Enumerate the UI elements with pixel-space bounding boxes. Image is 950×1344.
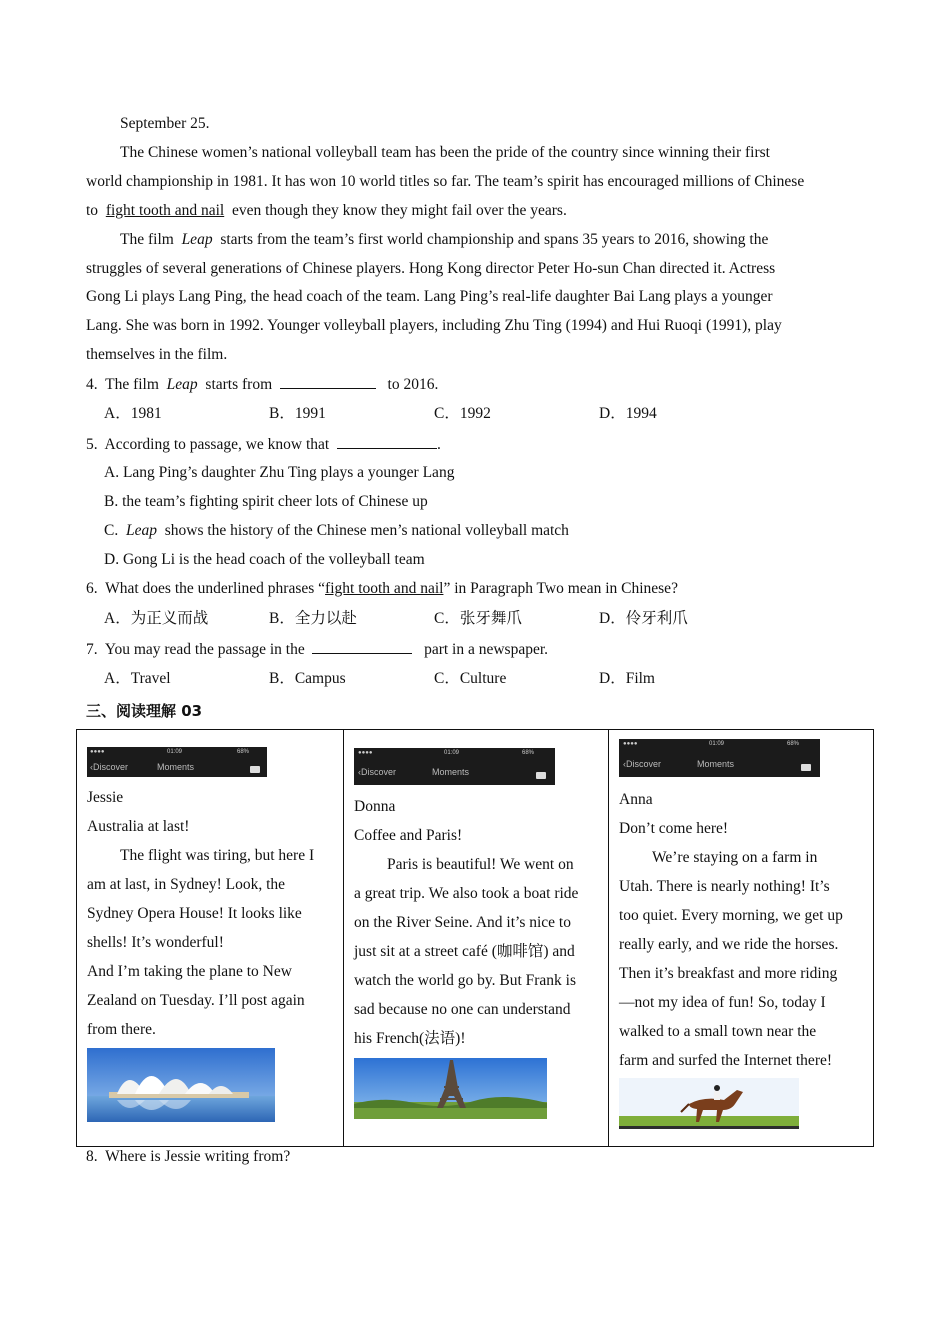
- question-text: to 2016.: [387, 376, 439, 393]
- moments-status-bar: [87, 747, 267, 777]
- post-author: Jessie: [87, 789, 124, 806]
- question-number: 6.: [86, 580, 98, 597]
- post-line: watch the world go by. But Frank is: [354, 972, 576, 989]
- film-title: Leap: [125, 522, 157, 539]
- post-line: farm and surfed the Internet there!: [619, 1052, 833, 1069]
- question-7: [86, 639, 548, 660]
- underlined-phrase: fight tooth and nail: [105, 202, 225, 219]
- post-line: on the River Seine. And it’s nice to: [354, 914, 571, 931]
- moments-title: Moments: [157, 762, 195, 772]
- eiffel-tower-photo: [354, 1058, 547, 1119]
- question-text: .: [436, 436, 441, 453]
- question-4: [86, 374, 438, 395]
- question-text: starts from: [205, 376, 273, 393]
- post-line: walked to a small town near the: [619, 1023, 817, 1040]
- question-6: [86, 579, 678, 599]
- post-jessie: [77, 730, 343, 1146]
- question-number: 4.: [86, 376, 98, 393]
- question-text: ” in Paragraph Two mean in Chinese?: [443, 580, 678, 597]
- post-line: sad because no one can understand: [354, 1001, 571, 1018]
- option-b[interactable]: B．全力以赴: [269, 610, 357, 627]
- question-text: You may read the passage in the: [104, 641, 305, 658]
- post-line: And I’m taking the plane to New: [87, 963, 292, 980]
- question-number: 5.: [86, 436, 98, 453]
- post-line: a great trip. We also took a boat ride: [354, 885, 579, 902]
- option-b[interactable]: B. the team’s fighting spirit cheer lots of Chinese up: [104, 493, 428, 510]
- answer-blank[interactable]: [337, 434, 437, 449]
- option-b[interactable]: B．1991: [269, 405, 326, 422]
- back-label: Discover: [626, 759, 662, 769]
- post-line: am at last, in Sydney! Look, the: [87, 876, 286, 893]
- option-a[interactable]: A．Travel: [104, 670, 171, 687]
- post-line: Zealand on Tuesday. I’ll post again: [87, 992, 305, 1009]
- option-d[interactable]: D．Film: [599, 670, 655, 687]
- post-line: from there.: [87, 1021, 156, 1038]
- post-author: Donna: [354, 798, 396, 815]
- passage-line: Gong Li plays Lang Ping, the head coach of the team. Lang Ping’s real-life daughter Bai Lang plays a younger: [86, 288, 773, 305]
- signal-icon: ●●●●: [358, 750, 373, 756]
- post-line: Paris is beautiful! We went on: [387, 856, 574, 873]
- option-d[interactable]: D．伶牙利爪: [599, 610, 688, 627]
- post-donna: [343, 730, 609, 1146]
- question-text: part in a newspaper.: [424, 641, 549, 658]
- film-title: Leap: [181, 231, 213, 248]
- option-d[interactable]: D．1994: [599, 405, 657, 422]
- option-d[interactable]: D. Gong Li is the head coach of the volleyball team: [104, 551, 425, 568]
- option-a[interactable]: A．为正义而战: [104, 610, 209, 627]
- post-line: —not my idea of fun! So, today I: [619, 994, 826, 1011]
- moments-table: [76, 729, 874, 1147]
- question-text: What does the underlined phrases “: [105, 580, 326, 597]
- passage-text: The film: [120, 231, 174, 248]
- question-5: [86, 434, 441, 455]
- signal-icon: ●●●●: [623, 741, 638, 747]
- underlined-phrase: fight tooth and nail: [325, 580, 444, 597]
- moments-title: Moments: [432, 767, 470, 777]
- post-anna: [608, 730, 874, 1146]
- passage-line: The Chinese women’s national volleyball team has been the pride of the country since winning their first: [120, 144, 770, 161]
- status-time: 01:09: [167, 749, 183, 755]
- status-time: 01:09: [444, 750, 460, 756]
- post-line: We’re staying on a farm in: [652, 849, 818, 866]
- moments-status-bar: [619, 739, 820, 777]
- status-battery: 68%: [237, 749, 250, 755]
- camera-icon[interactable]: [801, 764, 811, 771]
- post-title: Don’t come here!: [619, 820, 729, 837]
- back-label: Discover: [361, 767, 397, 777]
- camera-icon[interactable]: [536, 772, 546, 779]
- question-number: 8.: [86, 1148, 98, 1165]
- moments-status-bar: [354, 748, 555, 785]
- post-title: Coffee and Paris!: [354, 827, 463, 844]
- option-b[interactable]: B．Campus: [269, 670, 346, 687]
- option-c[interactable]: C．张牙舞爪: [434, 610, 522, 627]
- post-title: Australia at last!: [87, 818, 190, 835]
- option-c[interactable]: C．Culture: [434, 670, 507, 687]
- post-line: too quiet. Every morning, we get up: [619, 907, 843, 924]
- post-line: The flight was tiring, but here I: [120, 847, 315, 864]
- question-8: [86, 1147, 290, 1167]
- back-discover-link[interactable]: ‹Discover: [90, 762, 129, 772]
- question-number: 7.: [86, 641, 98, 658]
- passage-text: to: [86, 202, 99, 219]
- post-author: Anna: [619, 791, 653, 808]
- post-line: really early, and we ride the horses.: [619, 936, 839, 953]
- passage-line: Lang. She was born in 1992. Younger volleyball players, including Zhu Ting (1994) and Hui Ruoqi (1991), play: [86, 317, 782, 334]
- option-a[interactable]: A. Lang Ping’s daughter Zhu Ting plays a younger Lang: [104, 464, 455, 481]
- passage-line: themselves in the film.: [86, 346, 228, 363]
- post-line: Then it’s breakfast and more riding: [619, 965, 838, 982]
- option-c[interactable]: [104, 521, 569, 541]
- sydney-opera-house-photo: [87, 1048, 275, 1122]
- status-battery: 68%: [787, 741, 800, 747]
- back-label: Discover: [93, 762, 129, 772]
- moments-title: Moments: [697, 759, 735, 769]
- passage-line: [86, 201, 567, 221]
- passage-date: September 25.: [120, 115, 210, 132]
- horse-riding-photo: [619, 1078, 799, 1129]
- passage-line: [120, 230, 768, 250]
- question-text: The film: [105, 376, 159, 393]
- post-line: Sydney Opera House! It looks like: [87, 905, 302, 922]
- status-battery: 68%: [522, 750, 535, 756]
- question-text: Where is Jessie writing from?: [105, 1148, 291, 1165]
- passage-line: world championship in 1981. It has won 10 world titles so far. The team’s spirit has encouraged millions of Chinese: [86, 173, 805, 190]
- passage-text: starts from the team’s first world championship and spans 35 years to 2016, showing the: [220, 231, 769, 248]
- film-title: Leap: [166, 376, 198, 393]
- answer-blank[interactable]: [280, 374, 376, 389]
- section-heading: 三、阅读理解 03: [86, 702, 203, 720]
- option-c[interactable]: C．1992: [434, 405, 491, 422]
- passage-text: even though they know they might fail over the years.: [231, 202, 567, 219]
- passage-line: struggles of several generations of Chinese players. Hong Kong director Peter Ho-sun Chan directed it. Actress: [86, 260, 776, 277]
- question-text: According to passage, we know that: [104, 436, 330, 453]
- post-line: his French(法语)!: [354, 1030, 466, 1047]
- option-a[interactable]: A．1981: [104, 405, 162, 422]
- signal-icon: ●●●●: [90, 749, 105, 755]
- post-line: Utah. There is nearly nothing! It’s: [619, 878, 830, 895]
- back-discover-link[interactable]: ‹Discover: [623, 759, 662, 769]
- answer-blank[interactable]: [312, 639, 412, 654]
- status-time: 01:09: [709, 741, 725, 747]
- back-discover-link[interactable]: ‹Discover: [358, 767, 397, 777]
- post-line: shells! It’s wonderful!: [87, 934, 224, 951]
- option-letter: C.: [104, 522, 119, 539]
- post-line: just sit at a street café (咖啡馆) and: [354, 943, 575, 960]
- camera-icon[interactable]: [250, 766, 260, 773]
- option-text: shows the history of the Chinese men’s national volleyball match: [164, 522, 569, 539]
